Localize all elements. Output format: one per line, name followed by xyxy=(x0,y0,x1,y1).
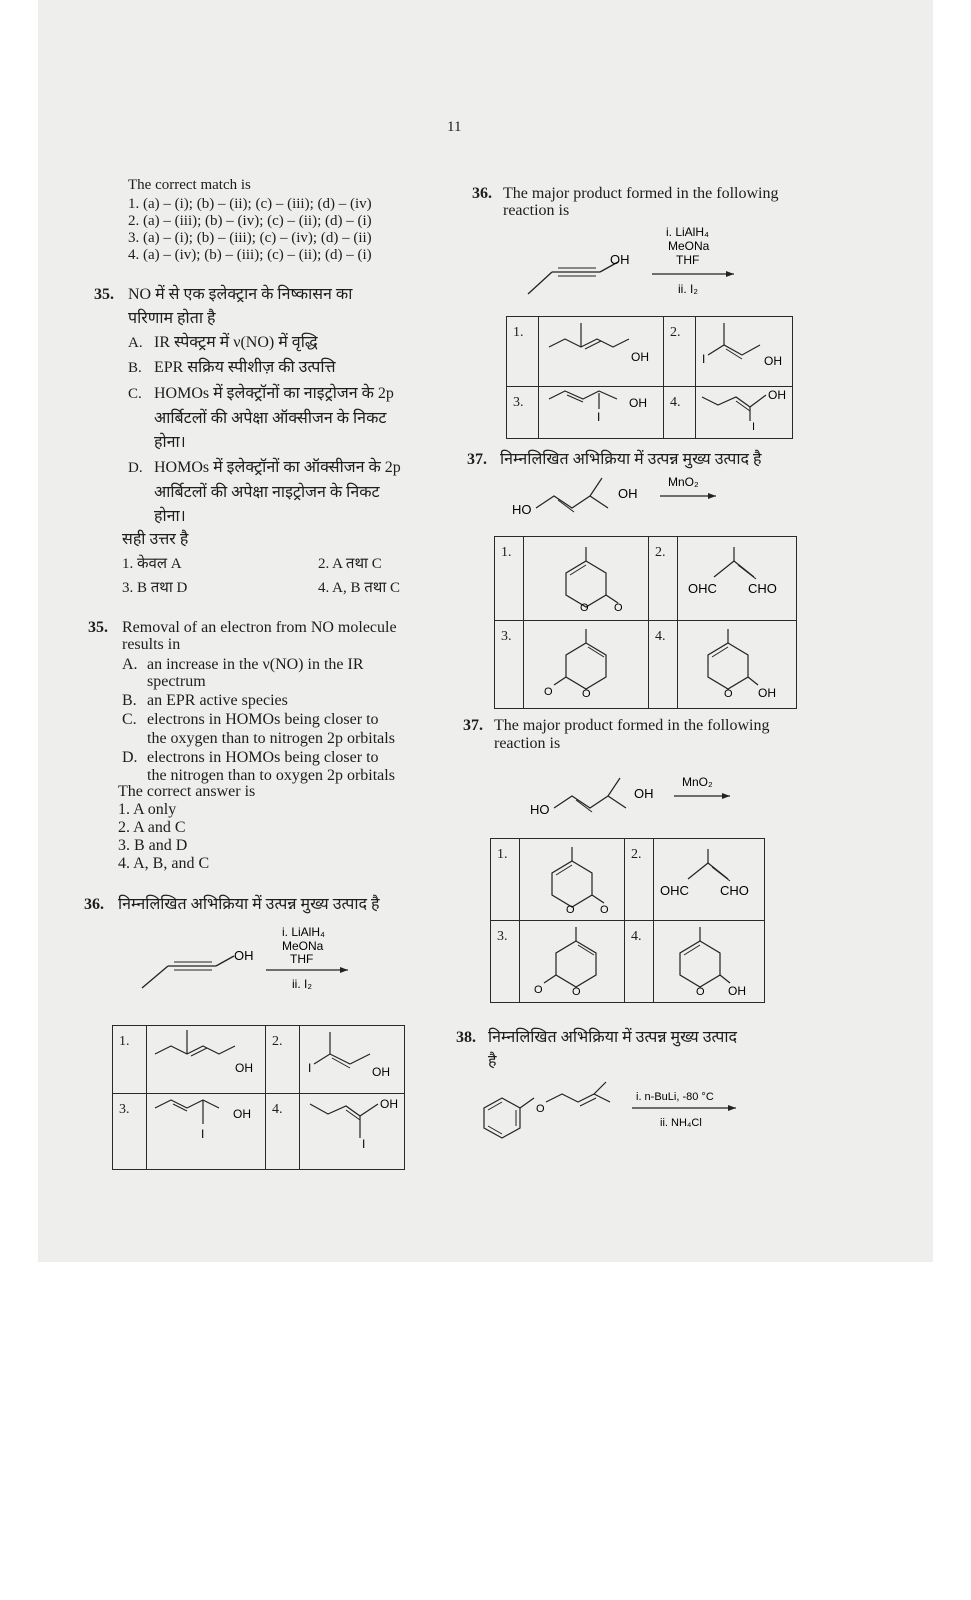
option-number: 4. xyxy=(670,395,681,410)
option-number: 4. xyxy=(272,1102,283,1117)
reagent-label: ii. I₂ xyxy=(678,282,698,296)
q35-hi-statement: EPR सक्रिय स्पीशीज़ की उत्पत्ति xyxy=(154,359,336,376)
q36-en-stem: The major product formed in the following xyxy=(503,185,779,202)
option-number: 3. xyxy=(513,395,524,410)
reagent-label: i. n-BuLi, -80 °C xyxy=(636,1091,714,1103)
q35-en-statement: spectrum xyxy=(147,673,206,690)
q38-stem: निम्नलिखित अभिक्रिया में उत्पन्न मुख्य उत्पाद xyxy=(488,1029,738,1046)
option-number: 1. xyxy=(513,325,524,340)
q38-number: 38. xyxy=(456,1029,476,1046)
reagent-label: THF xyxy=(290,952,314,966)
hydroxyl-label: OH xyxy=(618,486,638,501)
hydroxyl-label: OH xyxy=(380,1097,398,1111)
q35-en-number: 35. xyxy=(88,619,108,636)
hydroxyl-label: OH xyxy=(728,984,746,997)
iodo-label: I xyxy=(362,1137,366,1151)
oxygen-label: O xyxy=(582,688,591,700)
q36-hi-number: 36. xyxy=(84,896,104,913)
aldehyde-label: OHC xyxy=(660,883,689,898)
oxygen-label: O xyxy=(534,984,543,996)
oxygen-label: O xyxy=(696,986,705,997)
aldehyde-label: CHO xyxy=(748,581,777,596)
q35-en-statement-label: C. xyxy=(122,711,137,728)
q34-option: 1. (a) – (i); (b) – (ii); (c) – (iii); (d) – (iv) xyxy=(128,196,372,212)
option-number: 4. xyxy=(631,929,642,944)
oxygen-label: O xyxy=(724,688,733,700)
q35-en-statement-label: B. xyxy=(122,692,137,709)
q36-hi-option-4-structure xyxy=(300,1094,404,1164)
option-number: 1. xyxy=(119,1034,130,1049)
reagent-label: i. LiAlH₄ xyxy=(666,225,709,239)
q35-hi-stem: NO में से एक इलेक्ट्रान के निष्कासन का xyxy=(128,286,353,303)
hydroxyl-label: OH xyxy=(234,948,254,963)
q34-answer-lead: The correct match is xyxy=(128,177,251,193)
q35-hi-statement: IR स्पेक्ट्रम में ν(NO) में वृद्धि xyxy=(154,334,318,351)
q37-en-option-3-structure xyxy=(520,921,624,997)
oxygen-label: O xyxy=(600,904,609,915)
q35-hi-statement: होना। xyxy=(154,508,186,525)
q37-en-number: 37. xyxy=(463,717,483,734)
q35-hi-statement-label: B. xyxy=(128,360,142,376)
option-number: 4. xyxy=(655,629,666,644)
option-number: 3. xyxy=(119,1102,130,1117)
q35-hi-statement-label: D. xyxy=(128,460,143,476)
q35-en-statement: an increase in the ν(NO) in the IR xyxy=(147,656,364,673)
q35-en-stem: results in xyxy=(122,636,181,653)
iodo-label: I xyxy=(702,352,706,366)
q35-hi-statement-label: C. xyxy=(128,386,142,402)
hydroxyl-label: HO xyxy=(512,502,532,517)
reagent-label: MeONa xyxy=(668,239,710,253)
q37-en-options-table xyxy=(490,838,765,1003)
q35-hi-statement: HOMOs में इलेक्ट्रॉनों का नाइट्रोजन के 2p xyxy=(154,385,394,402)
q35-hi-answer-lead: सही उत्तर है xyxy=(122,531,189,548)
q35-en-answer-lead: The correct answer is xyxy=(118,783,256,800)
q35-en-choice: 2. A and C xyxy=(118,819,186,836)
option-number: 3. xyxy=(497,929,508,944)
q35-en-statement: an EPR active species xyxy=(147,692,288,709)
oxygen-label: O xyxy=(536,1103,545,1115)
q35-hi-choice: 4. A, B तथा C xyxy=(318,580,401,596)
q35-hi-statement: होना। xyxy=(154,434,186,451)
option-number: 2. xyxy=(631,847,642,862)
q36-hi-stem: निम्नलिखित अभिक्रिया में उत्पन्न मुख्य उत्पाद है xyxy=(118,896,380,913)
option-number: 2. xyxy=(272,1034,283,1049)
q38-reaction-scheme xyxy=(474,1068,744,1140)
option-number: 3. xyxy=(501,629,512,644)
hydroxyl-label: OH xyxy=(372,1065,390,1079)
q35-en-statement-label: D. xyxy=(122,749,138,766)
q36-en-option-3-structure xyxy=(539,387,663,433)
q34-option: 4. (a) – (iv); (b) – (iii); (c) – (ii); (d) – (i) xyxy=(128,247,372,263)
q35-hi-statement-label: A. xyxy=(128,335,143,351)
oxygen-label: O xyxy=(566,904,575,915)
q37-en-reaction-scheme xyxy=(528,770,748,826)
reagent-label: ii. NH₄Cl xyxy=(660,1117,702,1129)
iodo-label: I xyxy=(752,421,756,433)
q35-en-stem: Removal of an electron from NO molecule xyxy=(122,619,397,636)
hydroxyl-label: HO xyxy=(530,802,550,817)
q36-en-options-table xyxy=(506,316,793,439)
iodo-label: I xyxy=(201,1127,205,1141)
reagent-label: i. LiAlH₄ xyxy=(282,925,325,939)
option-number: 2. xyxy=(670,325,681,340)
q37-en-option-2-structure xyxy=(654,839,764,915)
q37-hi-option-4-structure xyxy=(678,621,796,703)
q35-en-statement: the nitrogen than to oxygen 2p orbitals xyxy=(147,767,395,784)
hydroxyl-label: OH xyxy=(610,252,630,267)
q35-hi-statement: आर्बिटलों की अपेक्षा ऑक्सीजन के निकट xyxy=(154,410,387,427)
q35-en-choice: 4. A, B, and C xyxy=(118,855,210,872)
q35-en-statement: the oxygen than to nitrogen 2p orbitals xyxy=(147,730,395,747)
q37-hi-stem: निम्नलिखित अभिक्रिया में उत्पन्न मुख्य उत्पाद है xyxy=(500,451,762,468)
page-number: 11 xyxy=(447,119,462,135)
q35-hi-statement: आर्बिटलों की अपेक्षा नाइट्रोजन के निकट xyxy=(154,484,380,501)
q35-hi-choice: 3. B तथा D xyxy=(122,580,188,596)
q36-hi-options-table xyxy=(112,1025,405,1170)
q37-en-stem: reaction is xyxy=(494,735,561,752)
q37-hi-option-2-structure xyxy=(678,537,796,615)
aldehyde-label: OHC xyxy=(688,581,717,596)
q38-stem: है xyxy=(488,1053,497,1070)
hydroxyl-label: OH xyxy=(768,388,786,402)
hydroxyl-label: OH xyxy=(764,354,782,368)
reagent-label: MeONa xyxy=(282,939,324,953)
q37-hi-reaction-scheme xyxy=(510,470,730,526)
q35-en-statement: electrons in HOMOs being closer to xyxy=(147,749,379,766)
q37-en-option-1-structure xyxy=(520,839,624,915)
q37-hi-number: 37. xyxy=(467,451,487,468)
oxygen-label: O xyxy=(614,602,623,614)
q35-hi-number: 35. xyxy=(94,286,114,303)
oxygen-label: O xyxy=(580,602,589,614)
q35-hi-statement: HOMOs में इलेक्ट्रॉनों का ऑक्सीजन के 2p xyxy=(154,459,401,476)
reagent-label: ii. I₂ xyxy=(292,977,312,991)
q35-en-choice: 3. B and D xyxy=(118,837,188,854)
q37-en-stem: The major product formed in the following xyxy=(494,717,770,734)
q36-en-stem: reaction is xyxy=(503,202,570,219)
q36-en-option-1-structure xyxy=(539,317,663,381)
q37-en-option-4-structure xyxy=(654,921,764,997)
hydroxyl-label: OH xyxy=(629,396,647,410)
iodo-label: I xyxy=(597,410,601,424)
q36-en-option-2-structure xyxy=(696,317,792,381)
q36-en-number: 36. xyxy=(472,185,492,202)
q35-hi-stem: परिणाम होता है xyxy=(128,310,216,327)
q35-en-statement: electrons in HOMOs being closer to xyxy=(147,711,379,728)
q37-hi-option-1-structure xyxy=(524,537,648,615)
hydroxyl-label: OH xyxy=(235,1061,253,1075)
hydroxyl-label: OH xyxy=(631,350,649,364)
q34-option: 2. (a) – (iii); (b) – (iv); (c) – (ii); (d) – (i) xyxy=(128,213,372,229)
option-number: 1. xyxy=(501,545,512,560)
reagent-label: MnO₂ xyxy=(668,475,699,489)
q36-hi-option-1-structure xyxy=(147,1026,265,1088)
q36-hi-reaction-scheme xyxy=(130,918,370,998)
q35-en-statement-label: A. xyxy=(122,656,138,673)
q34-option: 3. (a) – (i); (b) – (iii); (c) – (iv); (d) – (ii) xyxy=(128,230,372,246)
q36-en-option-4-structure xyxy=(696,387,792,433)
q37-hi-options-table xyxy=(494,536,797,709)
reagent-label: MnO₂ xyxy=(682,775,713,789)
hydroxyl-label: OH xyxy=(233,1107,251,1121)
q37-hi-option-3-structure xyxy=(524,621,648,703)
q35-hi-choice: 2. A तथा C xyxy=(318,556,382,572)
option-number: 1. xyxy=(497,847,508,862)
q35-en-choice: 1. A only xyxy=(118,801,177,818)
q35-hi-choice: 1. केवल A xyxy=(122,556,182,572)
q36-en-reaction-scheme xyxy=(520,222,750,302)
hydroxyl-label: OH xyxy=(634,786,654,801)
q36-hi-option-2-structure xyxy=(300,1026,404,1088)
oxygen-label: O xyxy=(544,686,553,698)
option-number: 2. xyxy=(655,545,666,560)
reagent-label: THF xyxy=(676,253,700,267)
aldehyde-label: CHO xyxy=(720,883,749,898)
oxygen-label: O xyxy=(572,986,581,997)
benzene-ring xyxy=(484,1098,520,1138)
q36-hi-option-3-structure xyxy=(147,1094,265,1164)
iodo-label: I xyxy=(308,1061,312,1075)
hydroxyl-label: OH xyxy=(758,686,776,700)
